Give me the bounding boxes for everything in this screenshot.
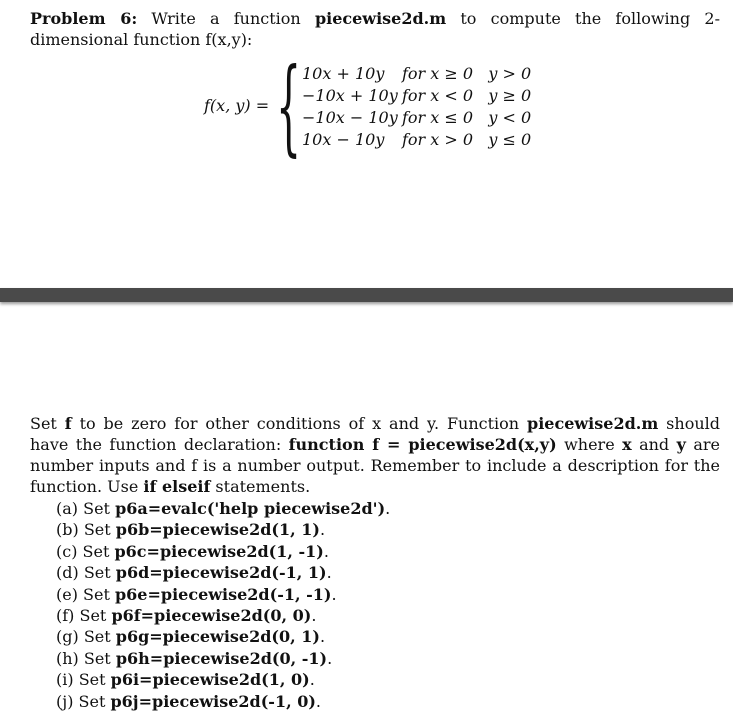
list-item	[56, 605, 390, 626]
item-label: (e) Set	[56, 584, 115, 604]
case-condition: for x < 0 y ≥ 0	[402, 86, 532, 105]
list-item	[56, 562, 390, 583]
item-end: .	[327, 648, 333, 668]
item-end: .	[331, 584, 337, 604]
desc-text: are number inputs and f is a number output. Remember to include a description for the function. Use	[30, 435, 720, 496]
case-expression: 10x − 10y	[302, 130, 385, 149]
item-code: p6g=piecewise2d(0, 1)	[115, 627, 320, 647]
desc-text: Set	[30, 414, 65, 433]
problem-intro-1: Write a function	[137, 9, 315, 28]
list-item	[56, 541, 390, 562]
desc-y: y	[676, 435, 686, 454]
item-label: (h) Set	[56, 648, 116, 668]
item-code: p6e=piecewise2d(-1, -1)	[114, 584, 332, 604]
desc-text: should have the function declaration:	[30, 414, 720, 454]
desc-text: and	[631, 435, 677, 454]
problem-label: Problem 6:	[30, 9, 138, 28]
task-list	[56, 498, 390, 712]
item-end: .	[311, 605, 317, 625]
case-expression: 10x + 10y	[302, 64, 385, 83]
desc-x: x	[622, 435, 632, 454]
item-code: p6i=piecewise2d(1, 0)	[110, 670, 310, 690]
desc-declaration: function f = piecewise2d(x,y)	[288, 435, 557, 454]
item-end: .	[319, 520, 326, 540]
item-end: .	[323, 541, 329, 561]
list-item	[56, 519, 390, 540]
desc-ifelseif: if elseif	[143, 477, 211, 496]
list-item	[56, 669, 390, 690]
list-item	[56, 584, 390, 605]
item-label: (i) Set	[56, 670, 111, 690]
case-expression: −10x − 10y	[302, 108, 398, 127]
problem-filename: piecewise2d.m	[314, 9, 447, 28]
desc-f: f	[64, 414, 72, 433]
item-end: .	[385, 499, 391, 518]
case-condition: for x ≤ 0 y < 0	[402, 108, 532, 127]
list-item	[56, 626, 390, 647]
item-code: p6b=piecewise2d(1, 1)	[115, 520, 320, 540]
item-label: (c) Set	[56, 541, 115, 561]
list-item	[56, 648, 390, 669]
item-code: p6c=piecewise2d(1, -1)	[114, 541, 324, 561]
item-end: .	[309, 670, 315, 690]
case-expression: −10x + 10y	[302, 86, 398, 105]
desc-text: where	[556, 435, 623, 454]
left-brace: {	[276, 45, 302, 167]
item-label: (g) Set	[56, 627, 116, 647]
item-end: .	[326, 563, 332, 583]
item-code: p6a=evalc('help piecewise2d')	[115, 499, 386, 518]
desc-text: to be zero for other conditions of x and y. Function	[71, 414, 528, 433]
desc-filename: piecewise2d.m	[527, 414, 659, 433]
item-label: (d) Set	[56, 563, 116, 583]
item-end: .	[319, 627, 326, 647]
desc-text: statements.	[210, 477, 311, 496]
problem-statement	[30, 8, 720, 50]
item-code: p6d=piecewise2d(-1, 1)	[115, 563, 327, 583]
problem-description	[30, 413, 720, 497]
piecewise-formula	[0, 45, 733, 167]
item-label: (j) Set	[56, 691, 111, 711]
item-label: (a) Set	[56, 499, 116, 518]
case-condition: for x > 0 y ≤ 0	[402, 130, 532, 149]
item-code: p6j=piecewise2d(-1, 0)	[110, 691, 316, 711]
item-code: p6h=piecewise2d(0, -1)	[115, 648, 328, 668]
list-item	[56, 498, 390, 519]
page-divider	[0, 288, 733, 302]
problem-intro-2: to compute the following 2-dimensional function f(x,y):	[30, 9, 721, 49]
case-condition: for x ≥ 0 y > 0	[402, 64, 532, 83]
formula-lhs: f(x, y) =	[204, 96, 270, 115]
list-item	[56, 691, 390, 712]
item-label: (f) Set	[56, 605, 112, 625]
item-code: p6f=piecewise2d(0, 0)	[111, 605, 312, 625]
item-label: (b) Set	[56, 520, 116, 540]
item-end: .	[315, 691, 322, 711]
